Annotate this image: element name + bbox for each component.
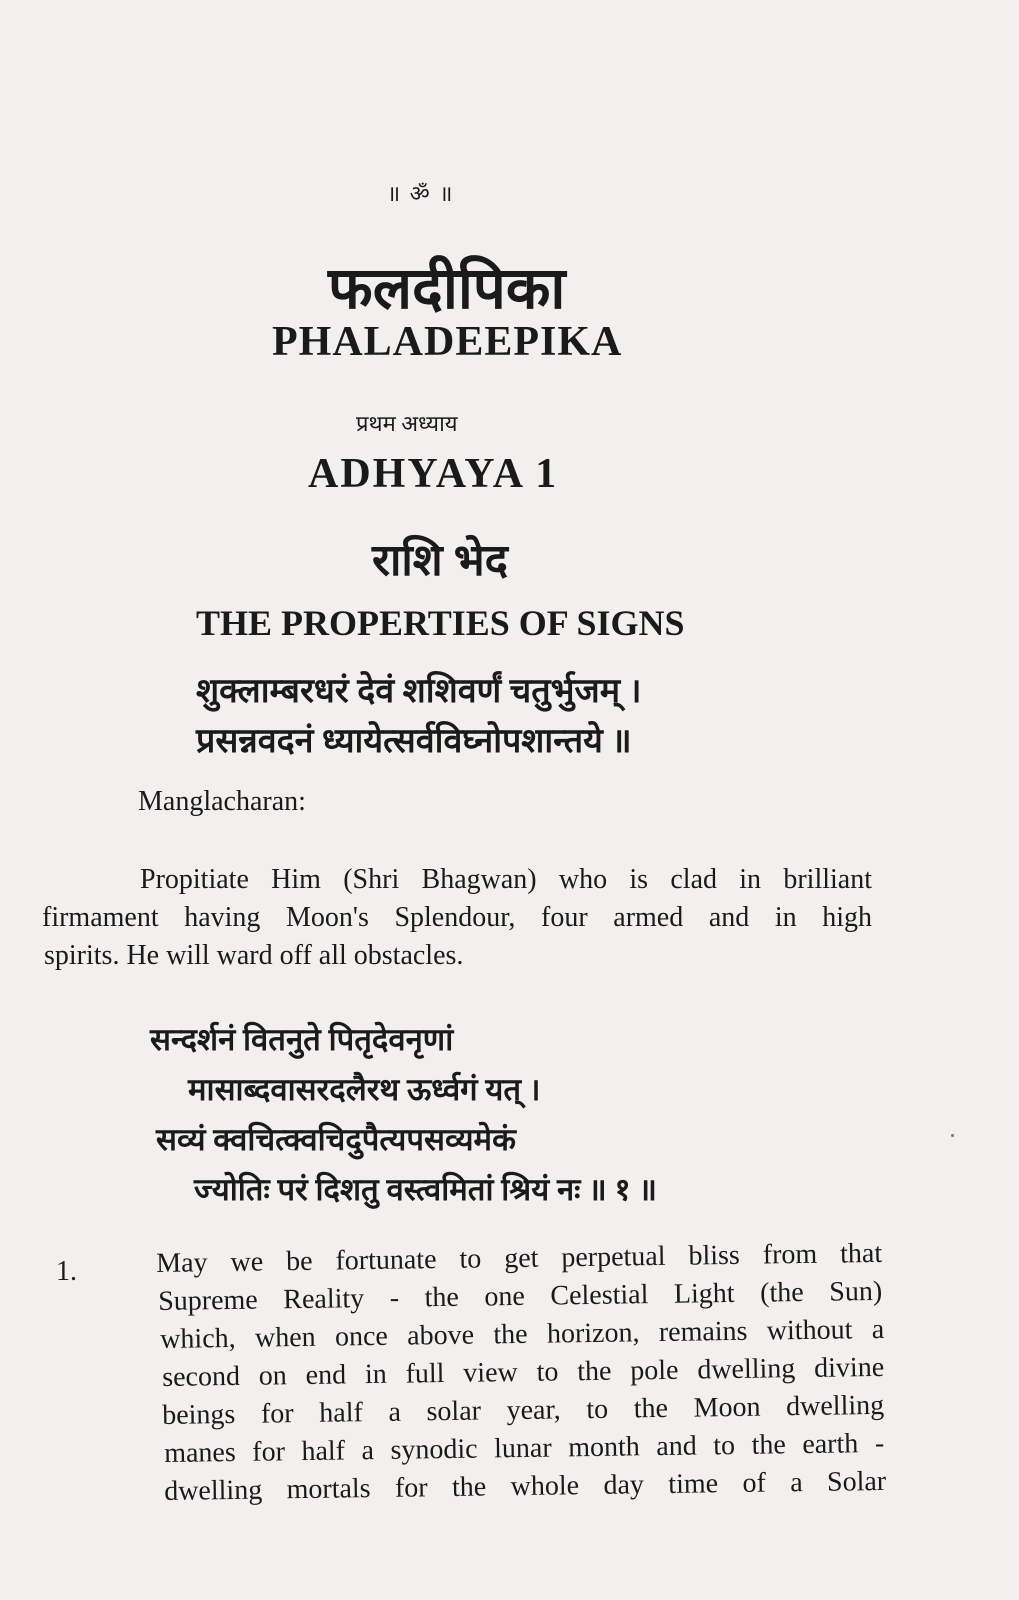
verse-sanskrit-line: सन्दर्शनं वितनुते पितृदेवनृणां <box>150 1022 454 1057</box>
translation-line: beings for half a solar year, to the Moon dwelling <box>162 1389 885 1431</box>
title-devanagari: फलदीपिका <box>328 256 566 321</box>
chapter-english: ADHYAYA 1 <box>308 451 559 497</box>
verse-sanskrit-line: सव्यं क्वचित्क्वचिदुपैत्यपसव्यमेकं <box>156 1122 516 1157</box>
mangala-shloka-line: प्रसन्नवदनं ध्यायेत्सर्वविघ्नोपशान्तये ॥ <box>196 723 632 760</box>
verse-sanskrit-line: ज्योतिः परं दिशतु वस्त्वमितां श्रियं नः ॥ १ ॥ <box>194 1172 657 1207</box>
section-title-devanagari: राशि भेद <box>372 536 509 585</box>
mangala-shloka-line: शुक्लाम्बरधरं देवं शशिवर्णं चतुर्भुजम् । <box>196 673 642 710</box>
translation-line: dwelling mortals for the whole day time of a Solar <box>164 1465 887 1507</box>
translation-line: which, when once above the horizon, remains without a <box>160 1313 885 1355</box>
manglacharan-label: Manglacharan: <box>138 786 306 817</box>
title-english: PHALADEEPIKA <box>272 319 623 365</box>
manglacharan-text-line: spirits. He will ward off all obstacles. <box>44 940 464 971</box>
translation-line: second on end in full view to the pole dwelling divine <box>162 1351 885 1393</box>
translation-line: manes for half a synodic lunar month and to the earth - <box>164 1427 885 1469</box>
manglacharan-text-line: Propitiate Him (Shri Bhagwan) who is clad in brilliant <box>140 864 872 895</box>
translation-line: May we be fortunate to get perpetual bliss from that <box>156 1237 883 1279</box>
manglacharan-text-line: firmament having Moon's Splendour, four armed and in high <box>42 902 872 933</box>
verse-sanskrit-line: मासाब्दवासरदलैरथ ऊर्ध्वगं यत् । <box>188 1072 541 1107</box>
translation-line: Supreme Reality - the one Celestial Light (the Sun) <box>158 1275 883 1317</box>
paper-speck <box>951 1134 954 1137</box>
section-title-english: THE PROPERTIES OF SIGNS <box>196 603 685 643</box>
invocation: ॥ ॐ ॥ <box>387 181 455 206</box>
verse-number: 1. <box>56 1256 77 1287</box>
chapter-devanagari: प्रथम अध्याय <box>356 411 458 436</box>
